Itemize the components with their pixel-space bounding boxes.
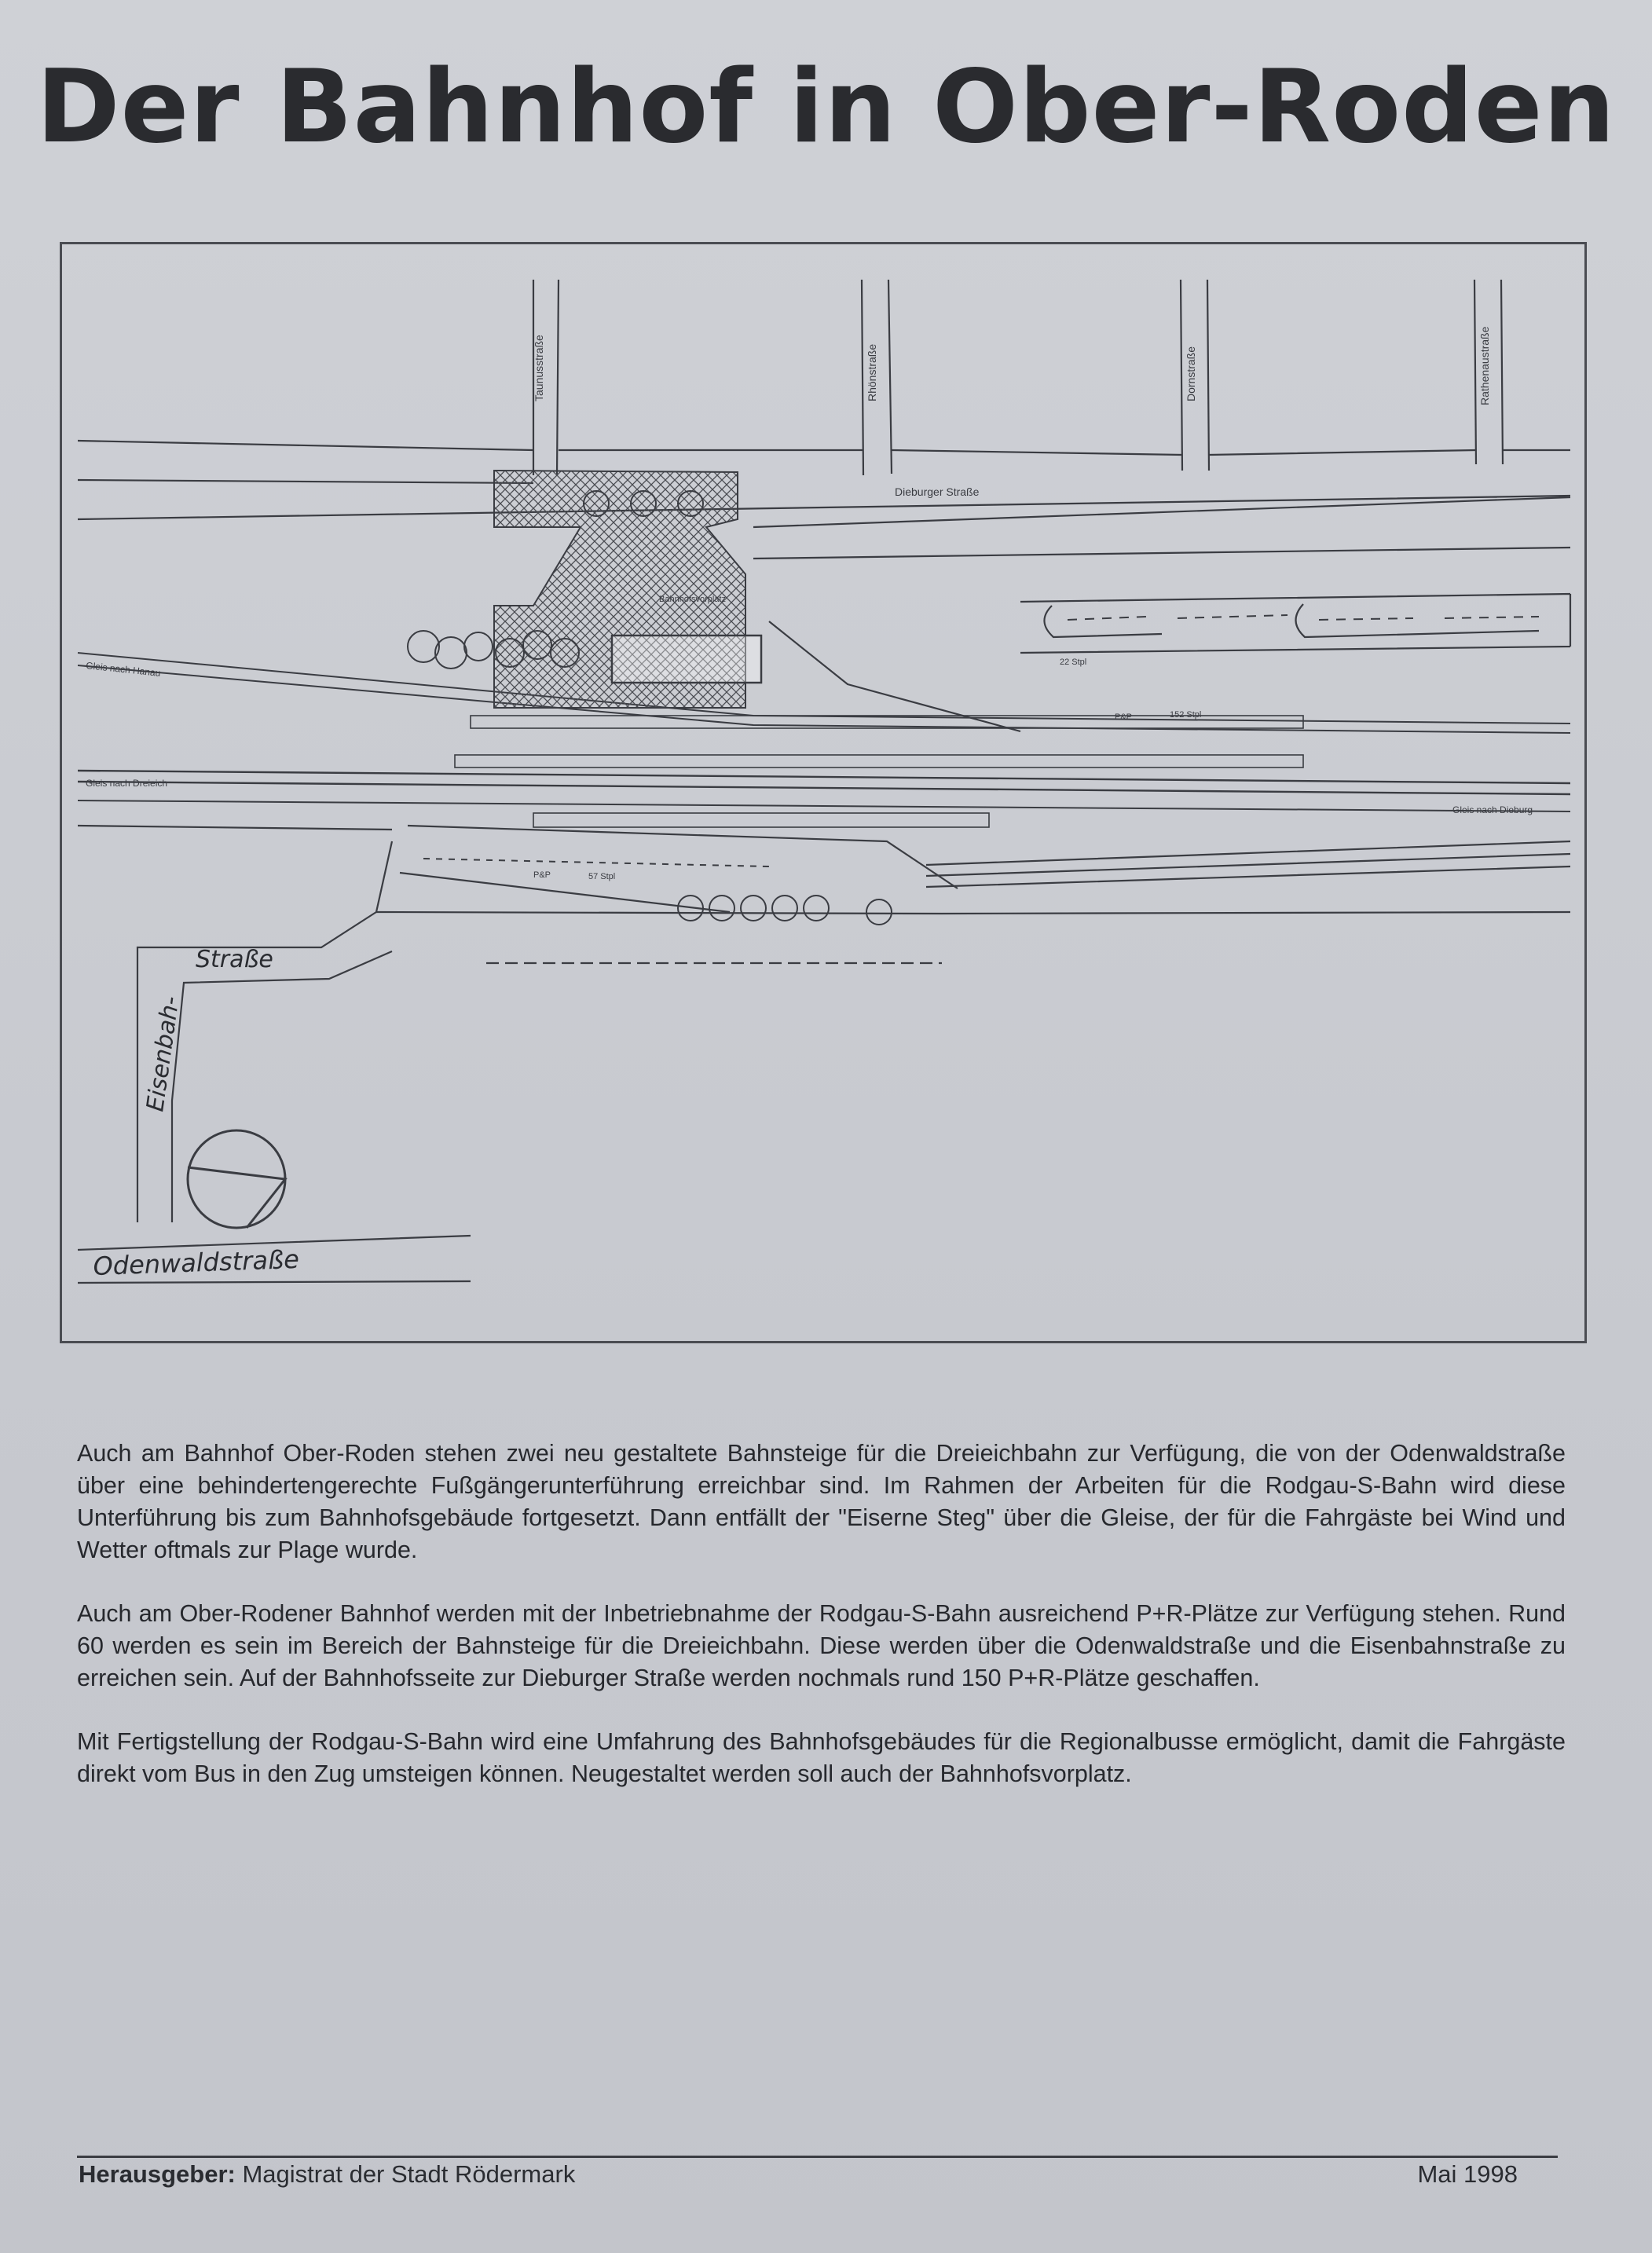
paragraph-1: Auch am Bahnhof Ober-Roden stehen zwei neu gestaltete Bahnsteige für die Dreieichbahn zur Verfügung, die von der Odenwaldstraße über eine behindertengerechte Fußgängerunterführung erreichbar sind. Im Rahmen der Arbeiten für die Rodgau-S-Bahn wird diese Unterführung bis zum Bahnhofsgebäude fortgesetzt. Dann entfällt der "Eiserne Steg" über die Gleise, der für die Fahrgäste bei Wind und Wetter oftmals zur Plage wurde. [77,1440,1566,1563]
footer [79,2160,1516,2189]
label-parking-57: 57 Stpl [588,872,616,881]
label-dornstrasse: Dornstraße [1185,346,1197,401]
label-taunusstrasse: Taunusstraße [533,335,545,401]
publisher-label: Herausgeber: [79,2160,236,2188]
label-parking-22: 22 Stpl [1060,658,1087,667]
description-text [77,1438,1566,1822]
label-rhonstrasse: Rhönstraße [866,343,878,401]
label-gleis-dieburg: Gleis nach Dieburg [1452,804,1533,815]
label-bahnhofsvorplatz: Bahnhofsvorplatz [659,595,726,604]
page-title: Der Bahnhof in Ober-Roden [36,49,1616,166]
label-parking-pr-south: P&P [533,870,551,880]
site-plan-drawing [62,244,1589,1346]
label-dieburger-strasse: Dieburger Straße [895,485,980,498]
footer-divider [77,2156,1558,2158]
label-parking-152: 152 Stpl [1170,710,1202,720]
publisher-name: Magistrat der Stadt Rödermark [242,2160,576,2188]
label-odenwaldstrasse: Odenwaldstraße [92,1244,300,1281]
label-eisenbahnstrasse-part1: Eisenbah- [141,995,185,1114]
station-site-plan [60,242,1587,1343]
paragraph-3: Mit Fertigstellung der Rodgau-S-Bahn wird eine Umfahrung des Bahnhofsgebäudes für die Regionalbusse ermöglicht, damit die Fahrgäste direkt vom Bus in den Zug umsteigen können. Neugestaltet werden soll auch der Bahnhofsvorplatz. [77,1728,1566,1787]
label-rathenaustrasse: Rathenaustraße [1478,326,1491,405]
paragraph-2: Auch am Ober-Rodener Bahnhof werden mit der Inbetriebnahme der Rodgau-S-Bahn ausreichend P+R-Plätze zur Verfügung stehen. Rund 60 werden es sein im Bereich der Bahnsteige für die Dreieichbahn. Diese werden über die Odenwaldstraße und die Eisenbahnstraße zu erreichen sein. Auf der Bahnhofsseite zur Dieburger Straße werden nochmals rund 150 P+R-Plätze geschaffen. [77,1600,1566,1691]
label-gleis-dreieich: Gleis nach Dreieich [86,778,168,789]
label-gleis-hanau: Gleis nach Hanau [85,660,162,679]
label-parking-pr-north: P&P [1115,713,1133,722]
publication-date: Mai 1998 [1417,2160,1518,2188]
label-eisenbahnstrasse-part2: Straße [196,946,273,973]
